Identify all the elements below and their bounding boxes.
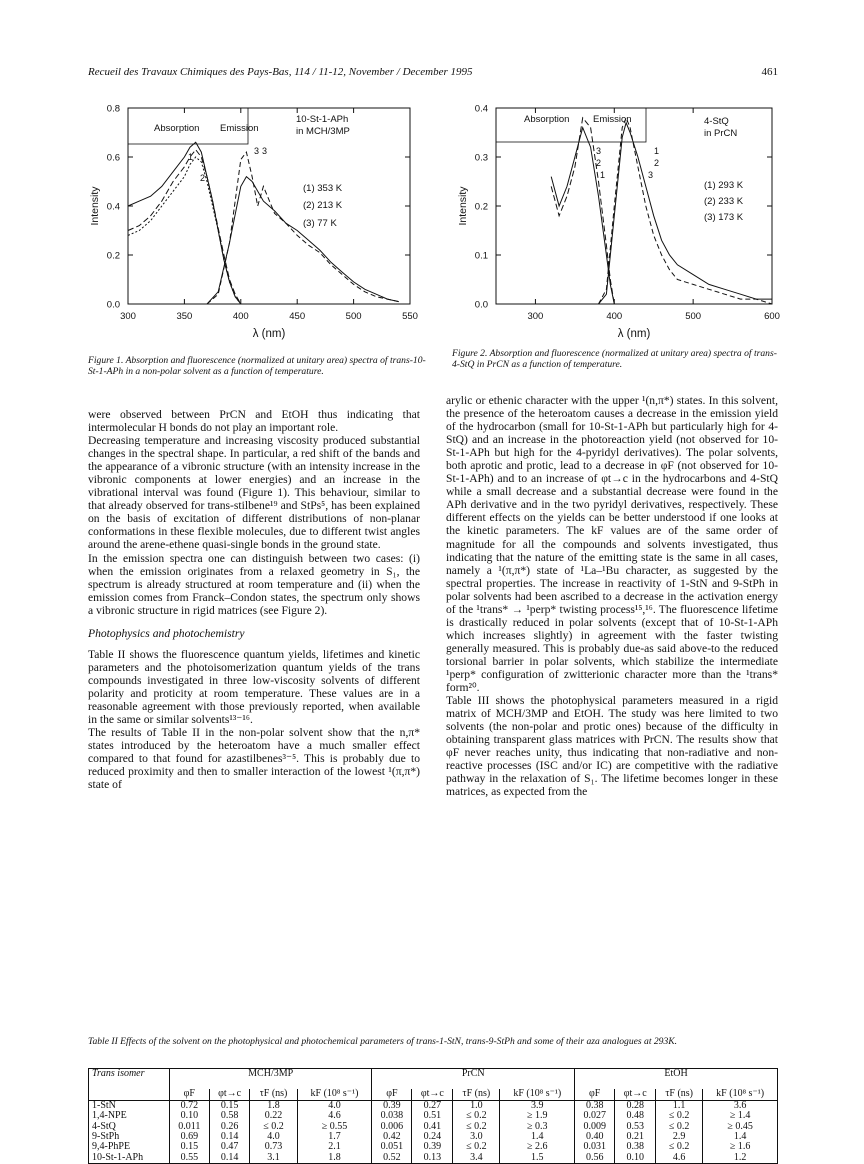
table-cell: ≤ 0.2 (453, 1111, 500, 1121)
y-tick-label: 0.4 (106, 201, 120, 213)
x-tick-label: 400 (232, 311, 249, 322)
table-cell: ≥ 0.3 (500, 1122, 575, 1132)
paragraph: The results of Table II in the non-polar solvent show that the n,π* states introduced by the heteroatom have a much smaller effect compared to that found for azastilbenes³⁻⁵. This is probably due to reduced proximity and then to smaller interaction of the lowest ¹(π,π*) state of (88, 726, 420, 792)
table-cell: 0.69 (170, 1132, 210, 1142)
section-heading: Photophysics and photochemistry (88, 626, 245, 640)
param-header: φF (575, 1089, 615, 1100)
table-cell: 2.1 (297, 1142, 372, 1152)
chart-annotation: (3) 77 K (303, 218, 337, 229)
table-cell: ≥ 1.4 (703, 1111, 778, 1121)
table-cell: 0.14 (209, 1153, 250, 1164)
x-tick-label: 500 (345, 311, 362, 322)
paragraph: In the emission spectra one can distinguish between two cases: (i) when the emission originates from a relaxed geometry in S₁, the spectrum is already structured at room temperature and (ii) when the emission comes from Franck–Condon states, the spectrum only shows a vibronic structure in rigid matrices (see Figure 2). (88, 551, 420, 617)
table-cell: 0.038 (372, 1111, 412, 1121)
table-cell: 0.39 (412, 1142, 453, 1152)
isomer-name: 1-StN (89, 1100, 170, 1111)
x-tick-label: 600 (764, 311, 780, 322)
y-tick-label: 0.1 (474, 250, 488, 262)
table-cell: 0.38 (615, 1142, 656, 1152)
table-cell: ≤ 0.2 (656, 1122, 703, 1132)
table-cell: ≤ 0.2 (453, 1122, 500, 1132)
table-cell: 0.031 (575, 1142, 615, 1152)
y-axis-label: Intensity (457, 186, 469, 226)
table-cell: 3.6 (703, 1100, 778, 1111)
y-tick-label: 0.2 (474, 201, 488, 213)
x-tick-label: 350 (176, 311, 193, 322)
series-line (128, 157, 241, 304)
curve-label: 3 (262, 146, 268, 156)
isomer-name: 1,4-NPE (89, 1111, 170, 1121)
table-cell: 0.47 (209, 1142, 250, 1152)
paragraph: Decreasing temperature and increasing viscosity produced substantial changes in the spectral shape. In particular, a red shift of the bands and the appearance of a vibronic structure (with an intensity increase in the vibronic components at lower energies) and an increase in the vibrational interval was found (Figure 1). This behaviour, similar to that already observed for trans-stilbene¹⁹ and StPs⁵, has been explained on the basis of excitation of different distributions of non-planar conformations in these flexible molecules, due to different twist angles around the arene-ethene quasi-single bonds in the ground state. (88, 434, 420, 552)
isomer-name: 10-St-1-APh (89, 1153, 170, 1164)
y-tick-label: 0.8 (106, 103, 120, 115)
table-cell: 0.027 (575, 1111, 615, 1121)
figure-2 (448, 96, 780, 354)
table-cell: 1.2 (703, 1153, 778, 1164)
paragraph: arylic or ethenic character with the upper ¹(n,π*) states. In this solvent, the presence of the heteroatom causes a decrease in the emission yield of the hydrocarbon (small for 10-St-1-APh but particularly high for 4-StQ) and an increase in the photoreaction yield (not observed for 10-St-1-APh but high for the 4-pyridyl derivatives). The polar solvents, both aprotic and protic, lead to a decrease in φF (not observed for 10-St-1-APh) and to an increase of φt→c in the hydrocarbons and 4-StQ while a small decrease and a substantial decrease were found in the APh derivative and in the two pyridyl derivatives, respectively. These different effects on the yields can be better understood if one looks at the kinetic parameters. The kF values are of the same order of magnitude for all the compounds and solvents investigated, thus indicating that the nature of the emitting state is the same in all cases, namely a ¹(π,π*) state of ¹La–¹Bu character, as suggested by the spectral properties. The increase in reactivity of 1-StN and 9-StPh in polar solvents had been ascribed to a decrease in the activation energy of the ¹trans* → ¹perp* twisting process¹⁵,¹⁶. The fluorescence lifetime is drastically reduced in polar solvents (except that of 10-St-1-APh which increases slightly) in agreement with the faster twisting generally measured. This is probably due-as said above-to the reduced torsional barrier in polar solvents, which stabilize the intermediate ¹perp* configuration of zwitterionic character more than the ¹trans* form²⁰. (446, 394, 778, 695)
table-cell: 0.53 (615, 1122, 656, 1132)
chart-annotation: Emission (593, 114, 632, 125)
table-cell: 1.4 (703, 1132, 778, 1142)
figure-2-chart (448, 96, 780, 354)
paragraph: Table II shows the fluorescence quantum yields, lifetimes and kinetic parameters and the photoisomerization quantum yields of the trans compounds investigated in three low-viscosity solvents of different polarity and proticity at room temperature. These values are in a reasonable agreement with those previously reported, when available in the same or similar solvents¹³⁻¹⁶. (88, 647, 420, 727)
figure-1-chart (80, 96, 430, 354)
param-header: kF (10⁸ s⁻¹) (297, 1089, 372, 1100)
table-cell: 0.72 (170, 1100, 210, 1111)
table-caption: Table II Effects of the solvent on the photophysical and photochemical parameters of trans-1-StN, trans-9-StPh and some of their aza analogues at 293K. (88, 1036, 678, 1047)
y-tick-label: 0.0 (474, 299, 488, 311)
table-cell: 3.4 (453, 1153, 500, 1164)
table-cell: ≤ 0.2 (453, 1142, 500, 1152)
y-tick-label: 0.3 (474, 152, 488, 164)
curve-label: 3 (254, 146, 260, 156)
x-axis-label: λ (nm) (252, 328, 286, 340)
chart-annotation: (1) 293 K (704, 180, 744, 191)
table-cell: 1.8 (250, 1100, 297, 1111)
chart-annotation: (1) 353 K (303, 183, 343, 194)
column-header-isomer: Trans isomer (89, 1069, 170, 1080)
table-cell: 0.10 (170, 1111, 210, 1121)
table-cell: ≤ 0.2 (250, 1122, 297, 1132)
table-cell: 1.1 (656, 1100, 703, 1111)
param-header: kF (10⁸ s⁻¹) (500, 1089, 575, 1100)
table-cell: 0.15 (170, 1142, 210, 1152)
x-tick-label: 450 (289, 311, 306, 322)
column-header-solvent: PrCN (372, 1069, 575, 1080)
table-2 (88, 1068, 778, 1164)
table-cell: 0.006 (372, 1122, 412, 1132)
table-cell: 1.8 (297, 1153, 372, 1164)
chart-annotation: (2) 233 K (704, 196, 744, 207)
table-cell: ≤ 0.2 (656, 1142, 703, 1152)
table-cell: 0.56 (575, 1153, 615, 1164)
table-cell: ≥ 0.55 (297, 1122, 372, 1132)
table-cell: 2.9 (656, 1132, 703, 1142)
table-cell: ≥ 2.6 (500, 1142, 575, 1152)
x-tick-label: 500 (685, 311, 702, 322)
isomer-name: 9,4-PhPE (89, 1142, 170, 1152)
curve-label: 2 (654, 158, 660, 168)
param-header: τF (ns) (250, 1089, 297, 1100)
series-line (551, 118, 614, 304)
table-cell: 0.24 (412, 1132, 453, 1142)
table-cell: 0.55 (170, 1153, 210, 1164)
curve-label: 1 (188, 152, 194, 162)
curve-label: 3 (596, 146, 602, 156)
column-header-solvent: MCH/3MP (170, 1069, 372, 1080)
left-column (88, 408, 420, 791)
y-axis-label: Intensity (89, 186, 101, 226)
table-cell: 0.38 (575, 1100, 615, 1111)
param-header: kF (10⁸ s⁻¹) (703, 1089, 778, 1100)
curve-label: 2 (200, 173, 206, 183)
paragraph: Table III shows the photophysical parameters measured in a rigid matrix of MCH/3MP and EtOH. The study was here limited to two solvents (the non-polar and protic ones) because of the difficulty in obtaining transparent glass matrices with PrCN. The results show that φF never reaches unity, thus indicating that non-radiative and non-reactive processes (ISC and/or IC) are competitive with the radiative pathway in the relaxation of S₁. The lifetime becomes longer in these matrices, as expected from the (446, 694, 778, 799)
table-cell: ≥ 0.45 (703, 1122, 778, 1132)
series-line (599, 118, 773, 304)
isomer-name: 4-StQ (89, 1122, 170, 1132)
param-header: φF (170, 1089, 210, 1100)
x-tick-label: 300 (120, 311, 136, 322)
table-cell: 1.4 (500, 1132, 575, 1142)
series-line (128, 150, 241, 304)
param-header: τF (ns) (453, 1089, 500, 1100)
y-tick-label: 0.4 (474, 103, 488, 115)
chart-annotation: 10-St-1-APh (296, 114, 349, 125)
table-cell: 4.6 (297, 1111, 372, 1121)
chart-annotation: in MCH/3MP (296, 126, 350, 137)
table-cell: 0.21 (615, 1132, 656, 1142)
table-cell: 0.15 (209, 1100, 250, 1111)
chart-annotation: (2) 213 K (303, 200, 343, 211)
table-cell: 1.7 (297, 1132, 372, 1142)
paragraph: were observed between PrCN and EtOH thus indicating that intermolecular H bonds do not play an important role. (88, 408, 420, 435)
table-cell: 0.22 (250, 1111, 297, 1121)
series-line (551, 128, 614, 304)
figure-2-caption: Figure 2. Absorption and fluorescence (normalized at unitary area) spectra of trans-4-StQ in PrCN as a function of temperature. (452, 348, 777, 371)
table-cell: 0.51 (412, 1111, 453, 1121)
table-cell: 4.0 (250, 1132, 297, 1142)
figure-1 (80, 96, 430, 354)
table-cell: 1.0 (453, 1100, 500, 1111)
series-line (599, 123, 773, 304)
table-cell: 4.6 (656, 1153, 703, 1164)
curve-label: 1 (654, 146, 660, 156)
isomer-name: 9-StPh (89, 1132, 170, 1142)
page-number: 461 (761, 66, 778, 78)
y-tick-label: 0.0 (106, 299, 120, 311)
table-cell: ≤ 0.2 (656, 1111, 703, 1121)
table-cell: 0.011 (170, 1122, 210, 1132)
right-column (446, 394, 778, 798)
param-header: φt→c (412, 1089, 453, 1100)
table-cell: 0.42 (372, 1132, 412, 1142)
param-header: τF (ns) (656, 1089, 703, 1100)
curve-label: 3 (648, 170, 654, 180)
table-cell: 0.73 (250, 1142, 297, 1152)
table-cell: ≥ 1.6 (703, 1142, 778, 1152)
table-cell: 0.26 (209, 1122, 250, 1132)
x-tick-label: 400 (606, 311, 623, 322)
table-cell: 3.1 (250, 1153, 297, 1164)
chart-annotation: 4-StQ (704, 116, 729, 127)
chart-annotation: Emission (220, 123, 259, 134)
chart-annotation: in PrCN (704, 128, 738, 139)
table-cell: 0.41 (412, 1122, 453, 1132)
table-cell: 0.58 (209, 1111, 250, 1121)
curve-label: 2 (596, 158, 602, 168)
chart-annotation: Absorption (154, 123, 200, 134)
x-tick-label: 550 (402, 311, 418, 322)
table-cell: 0.27 (412, 1100, 453, 1111)
chart-annotation: (3) 173 K (704, 212, 744, 223)
table-row (89, 1153, 778, 1164)
x-axis-label: λ (nm) (617, 328, 651, 340)
table-cell: 0.48 (615, 1111, 656, 1121)
chart-annotation: Absorption (524, 114, 570, 125)
series-line (128, 142, 241, 304)
table-cell: 4.0 (297, 1100, 372, 1111)
table-cell: 0.40 (575, 1132, 615, 1142)
param-header: φF (372, 1089, 412, 1100)
param-header: φt→c (615, 1089, 656, 1100)
table-cell: 3.0 (453, 1132, 500, 1142)
x-tick-label: 300 (527, 311, 544, 322)
y-tick-label: 0.6 (106, 152, 120, 164)
table-cell: 0.13 (412, 1153, 453, 1164)
table-cell: 0.52 (372, 1153, 412, 1164)
curve-label: 1 (600, 170, 606, 180)
table-cell: 0.39 (372, 1100, 412, 1111)
table-cell: 0.14 (209, 1132, 250, 1142)
table-cell: 0.051 (372, 1142, 412, 1152)
figure-1-caption: Figure 1. Absorption and fluorescence (normalized at unitary area) spectra of trans-10-St-1-APh in a non-polar solvent as a function of temperature. (88, 355, 426, 378)
running-head: Recueil des Travaux Chimiques des Pays-Bas, 114 / 11-12, November / December 1995 (88, 66, 473, 78)
table-cell: 0.28 (615, 1100, 656, 1111)
table-cell: 0.009 (575, 1122, 615, 1132)
table-cell: ≥ 1.9 (500, 1111, 575, 1121)
column-header-solvent: EtOH (575, 1069, 778, 1080)
table-cell: 3.9 (500, 1100, 575, 1111)
param-header: φt→c (209, 1089, 250, 1100)
table-cell: 0.10 (615, 1153, 656, 1164)
y-tick-label: 0.2 (106, 250, 120, 262)
table-cell: 1.5 (500, 1153, 575, 1164)
